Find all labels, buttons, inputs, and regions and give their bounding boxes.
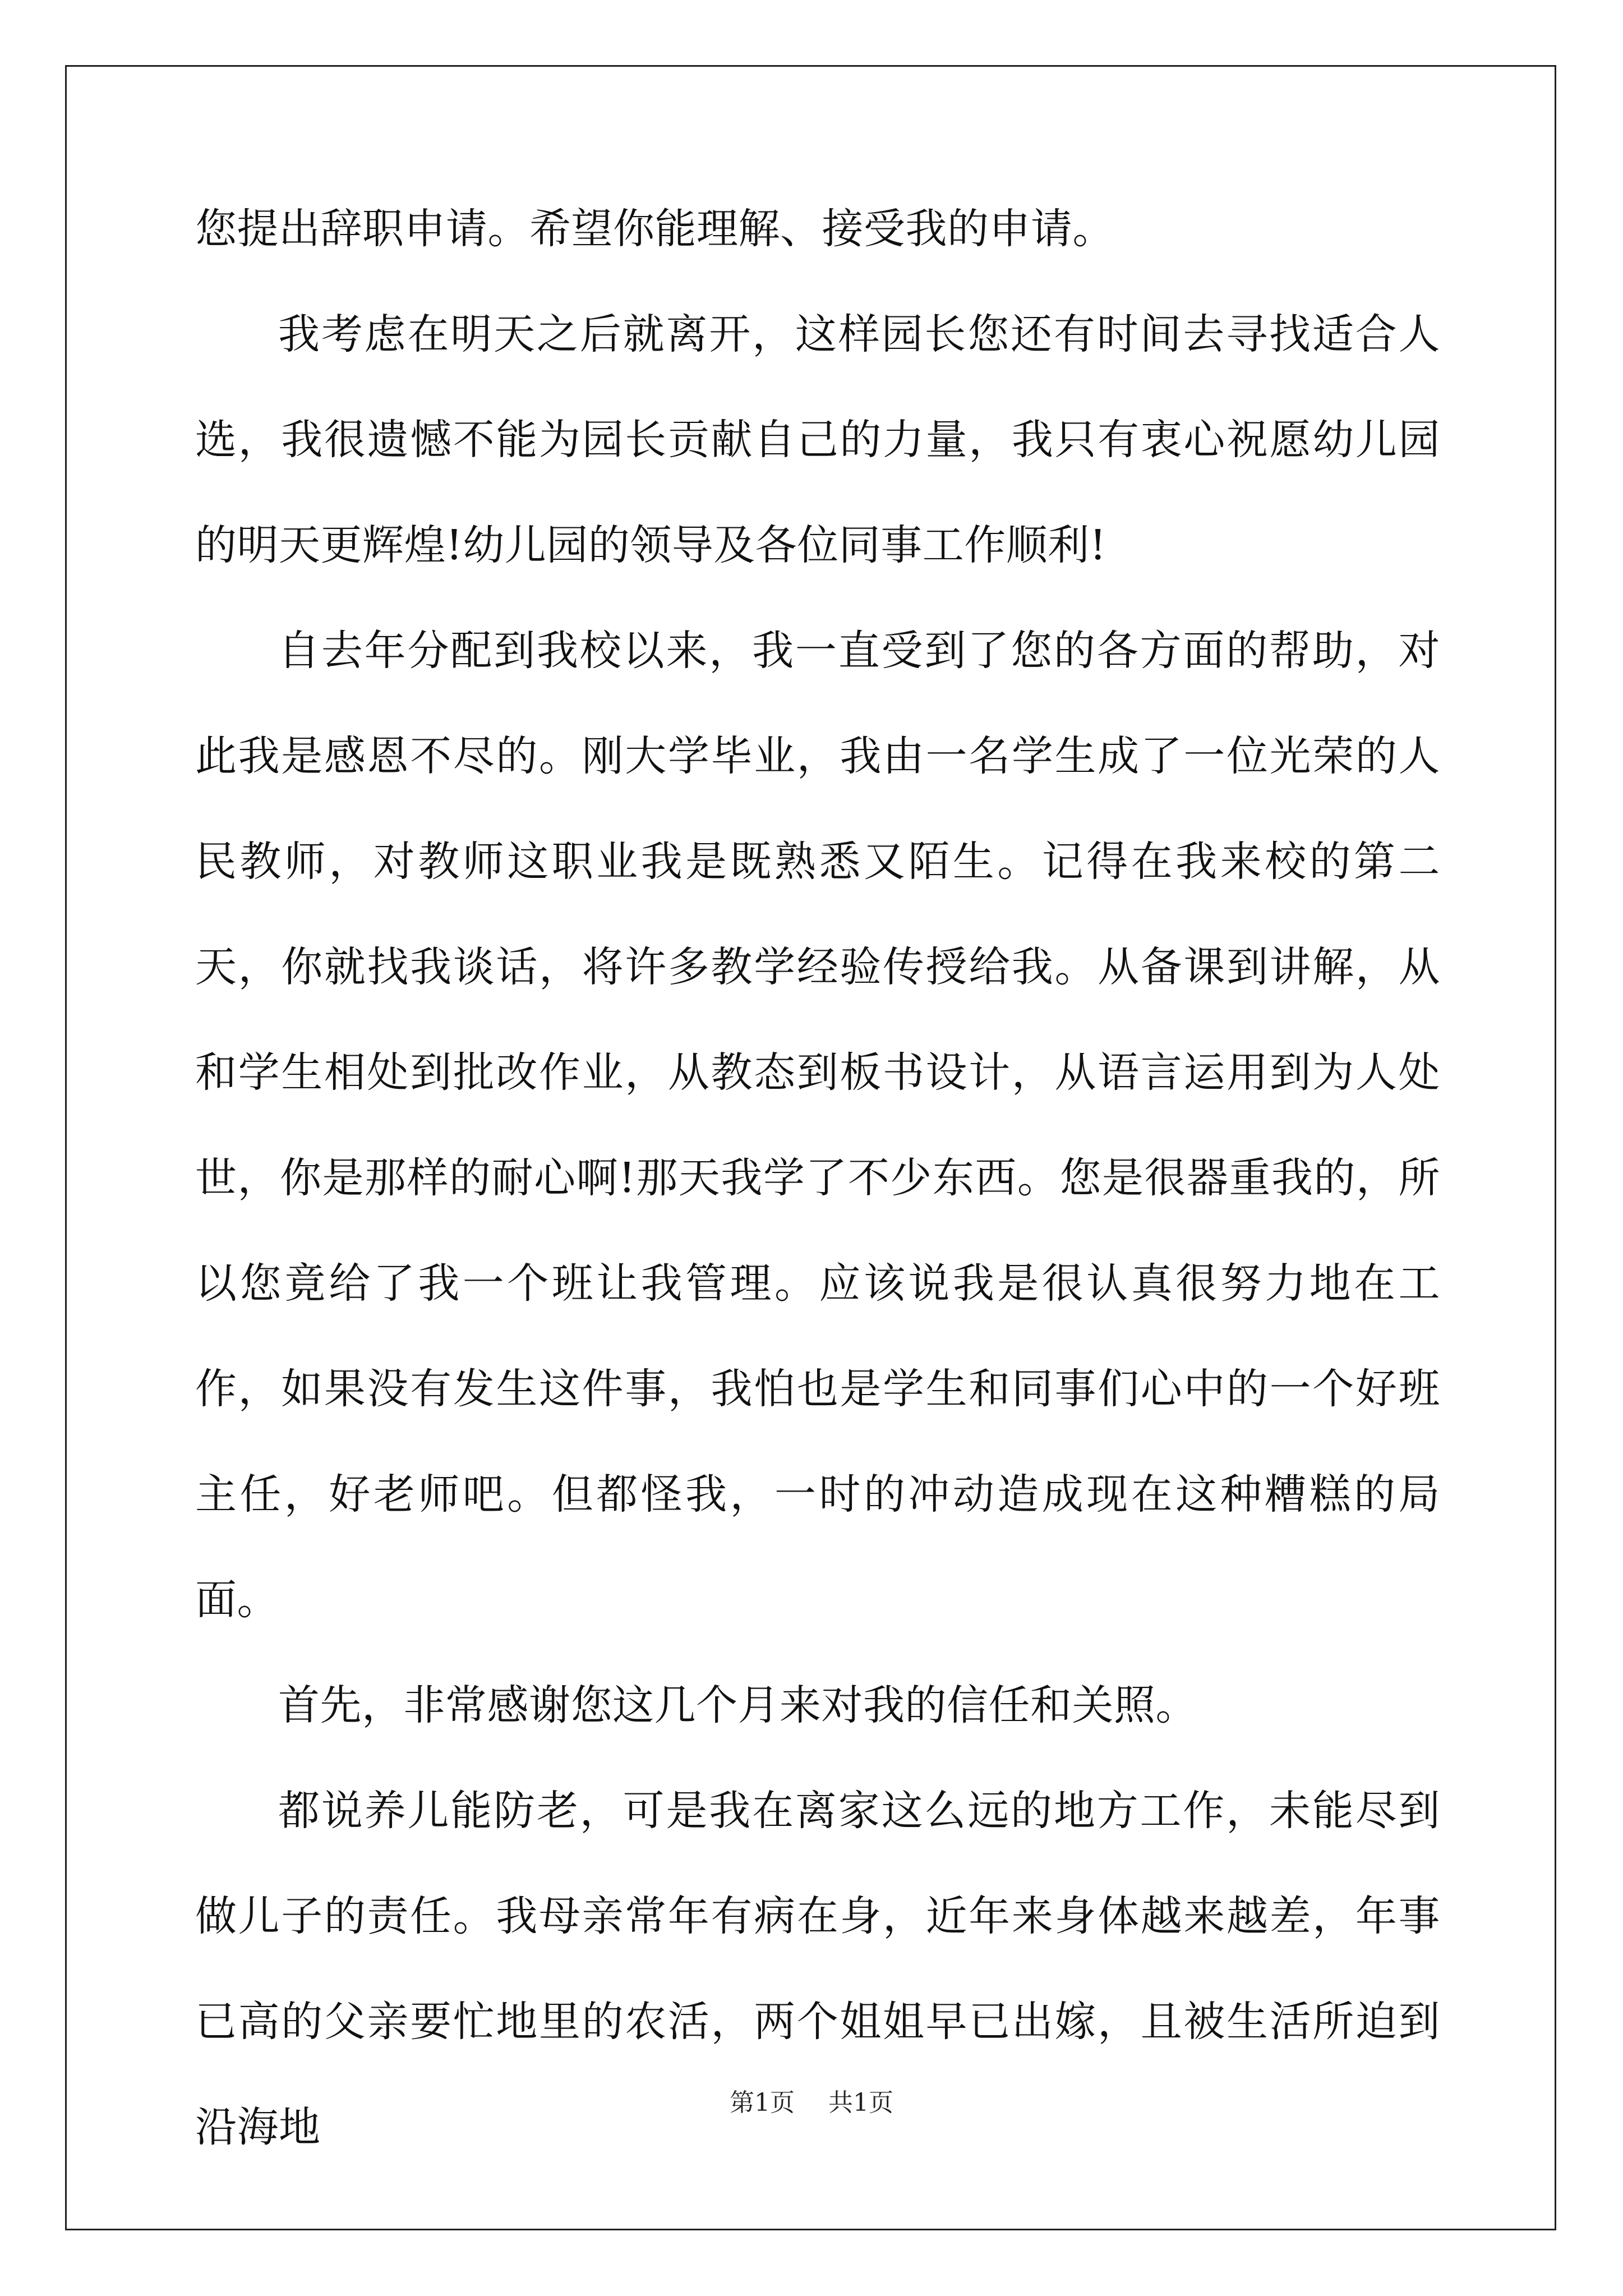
paragraph-1: 您提出辞职申请。希望你能理解、接受我的申请。	[195, 205, 1114, 253]
page-number: 第1页	[730, 2088, 795, 2117]
paragraph-3: 自去年分配到我校以来，我一直受到了您的各方面的帮助，对此我是感恩不尽的。刚大学毕业，我由一名学生成了一位光荣的人民教师，对教师这职业我是既熟悉又陌生。记得在我来校的第二天，你就找我谈话，将许多教学经验传授给我。从备课到讲解，从和学生相处到批改作业，从教态到板书设计，从语言运用到为人处世，你是那样的耐心啊!那天我学了不少东西。您是很器重我的，所以您竟给了我一个班让我管理。应该说我是很认真很努力地在工作，如果没有发生这件事，我怕也是学生和同事们心中的一个好班主任，好老师吧。但都怪我，一时的冲动造成现在这种糟糕的局面。	[195, 627, 1440, 1624]
page-footer	[0, 2082, 1623, 2118]
paragraph-4: 首先，非常感谢您这几个月来对我的信任和关照。	[278, 1681, 1197, 1729]
document-body	[195, 176, 1440, 2180]
page-total: 共1页	[828, 2088, 893, 2117]
paragraph-2: 我考虑在明天之后就离开，这样园长您还有时间去寻找适合人选，我很遗憾不能为园长贡献自己的力量，我只有衷心祝愿幼儿园的明天更辉煌!幼儿园的领导及各位同事工作顺利!	[195, 310, 1440, 569]
paragraph-5: 都说养儿能防老，可是我在离家这么远的地方工作，未能尽到做儿子的责任。我母亲常年有病在身，近年来身体越来越差，年事已高的父亲要忙地里的农活，两个姐姐早已出嫁，且被生活所迫到沿海地	[195, 1787, 1440, 2151]
